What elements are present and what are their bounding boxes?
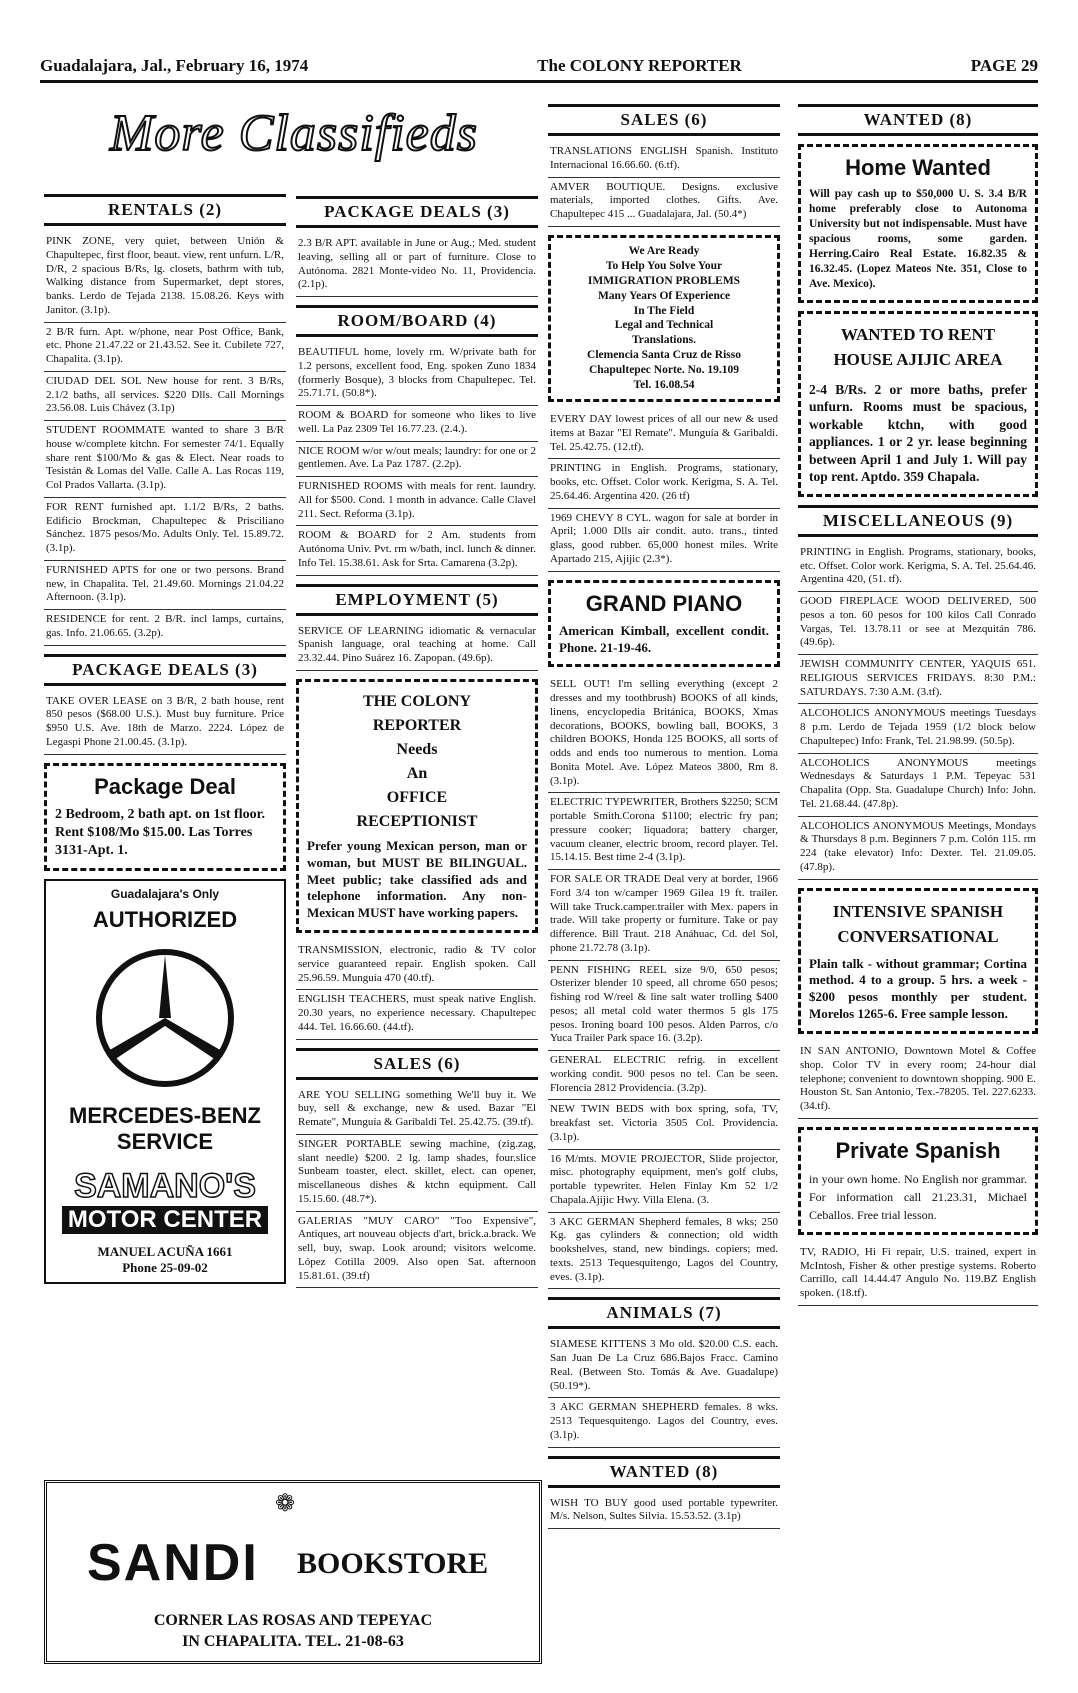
- wanted-to-rent-title-line: WANTED TO RENT: [840, 324, 996, 344]
- classified-ad: GALERIAS "MUY CARO" "Too Expensive", Antiques, art nouveau objects d'art, brick.a.brack. We sell, buy, swap. Look around; visitors welcome. López Cotilla 2009. Also open Sat. afternoon 15.81.61. (39.tf): [296, 1212, 538, 1289]
- classified-ad: ALCOHOLICS ANONYMOUS meetings Wednesdays & Saturdays 1 P.M. Tepeyac 531 Chapalita (Opp. Sta. Guadalupe Church) Info: John. Tel. 21.68.44. (47.8p).: [798, 754, 1038, 817]
- classified-ad: ENGLISH TEACHERS, must speak native English. 20.30 years, no experience necessary. Chapultepec 444. Tel. 16.66.60. (44.tf).: [296, 990, 538, 1039]
- immigration-box: [548, 235, 780, 402]
- miscellaneous-list: [798, 543, 1038, 880]
- grand-piano-box: [548, 580, 780, 668]
- classified-ad: ROOM & BOARD for 2 Am. students from Autónoma Univ. Pvt. rm w/bath, incl. lunch & dinner. Info Tel. 15.38.61. Ask for Srta. Camarena (3.2p).: [296, 526, 538, 575]
- classified-ad: ARE YOU SELLING something We'll buy it. We buy, sell & exchange, new & used. Bazar "El Remate", Munguía & Garibaldi Tel. 25.42.75. (39.tf).: [296, 1086, 538, 1135]
- column-2: [296, 188, 538, 1468]
- classified-ad: IN SAN ANTONIO, Downtown Motel & Coffee shop. Color TV in every room; 24-hour dial telephone; convenient to downtown shopping. 900 E. Houston St. San Antonio, Tex.-78205. Tel. 227.6233. (34.tf).: [798, 1042, 1038, 1119]
- private-spanish-box: [798, 1127, 1038, 1235]
- sandi-address-line-1: CORNER LAS ROSAS AND TEPEYAC: [153, 1612, 433, 1629]
- dateline: Guadalajara, Jal., February 16, 1974: [40, 56, 309, 75]
- receptionist-title: [307, 690, 527, 834]
- classified-ad: FOR RENT furnished apt. 1.1/2 B/Rs, 2 baths. Edificio Brockman, Chapultepec & Prisciliano Sánchez. 1875 pesos/Mo. Adults Only. Tel. 15.89.72. (3.1p).: [44, 498, 286, 561]
- classified-ad: CIUDAD DEL SOL New house for rent. 3 B/Rs, 2.1/2 baths, all services. $220 Dlls. Call Mornings 23.56.08. Luis Chávez (3.1p): [44, 372, 286, 421]
- classified-ad: SINGER PORTABLE sewing machine, (zig.zag, slant needle) $200. 2 lg. lamp shades, four.slice Sunbeam toaster, elect. skillet, elect. can opener, miscellaneous dishes & ktchn equipment. Call 15.15.60. (48.7*).: [296, 1135, 538, 1212]
- intensive-spanish-title: [809, 899, 1027, 950]
- immigration-line: To Help You Solve Your: [605, 259, 723, 272]
- immigration-line: In The Field: [633, 304, 695, 317]
- section-header-room-board: ROOM/BOARD (4): [296, 305, 538, 337]
- classified-ad: 16 M/mts. MOVIE PROJECTOR, Slide projector, misc. photography equipment, men's golf clubs, portable typewriter. Helen Finlay Km 52 1/2 Chapala.Ajijic Hwy. Villa Elena. (3.: [548, 1150, 780, 1213]
- classified-ad: PINK ZONE, very quiet, between Unión & Chapultepec, first floor, beaut. view, rent unfurn. L/R, D/R, 2 spacious B/Rs, lg. closets, bathrm with tub, Walking distance from Supermarket, dept stores, banks. Lerdo de Tejada 2138. 15.08.26. Keys with Janitor. (3.1p).: [44, 232, 286, 323]
- classified-ad: 1969 CHEVY 8 CYL. wagon for sale at border in April; 1.000 Dlls air condit. auto. trans., tinted glass, good rubber. 65,000 honest miles. Write Apartado 215, Ajijic (2.3*).: [548, 509, 780, 572]
- newspaper-name: The COLONY REPORTER: [537, 56, 742, 75]
- classified-ad: EVERY DAY lowest prices of all our new & used items at Bazar "El Remate". Munguía & Garibaldi. Tel. 25.42.75. (12.tf).: [548, 410, 780, 459]
- receptionist-title-line: OFFICE: [386, 788, 448, 806]
- receptionist-title-line: REPORTER: [372, 716, 462, 734]
- immigration-line: Many Years Of Experience: [597, 289, 731, 302]
- home-wanted-box: [798, 144, 1038, 303]
- mercedes-tagline: Guadalajara's Only: [110, 887, 220, 902]
- samanos-logo: SAMANO'S: [74, 1167, 256, 1206]
- classified-ad: SERVICE OF LEARNING idiomatic & vernacular Spanish language, oral teaching at home. Call 23.32.44. Pino Suárez 16. Zapopan. (49.6p).: [296, 622, 538, 671]
- classified-ad: ALCOHOLICS ANONYMOUS Meetings, Mondays & Thursdays 8 p.m. Beginners 7 p.m. Colón 115. rm 224 (take elevator) Info: Dexter. Tel. 21.09.05. (47.8p).: [798, 817, 1038, 880]
- private-spanish-title: Private Spanish: [835, 1137, 1001, 1163]
- immigration-line: IMMIGRATION PROBLEMS: [587, 274, 741, 287]
- section-header-package-deals-2: PACKAGE DEALS (3): [296, 196, 538, 228]
- receptionist-box: [296, 679, 538, 933]
- mercedes-star-icon: [90, 943, 240, 1093]
- package-deal-box: [44, 763, 286, 872]
- immigration-line: Tel. 16.08.54: [633, 379, 695, 392]
- classified-ad: GENERAL ELECTRIC refrig. in excellent working condit. 900 pesos no tel. Can be seen. Florencia 2812 Providencia. (3.2p).: [548, 1051, 780, 1100]
- section-header-animals: ANIMALS (7): [548, 1297, 780, 1329]
- wanted-to-rent-box: [798, 311, 1038, 497]
- employment-list: [296, 941, 538, 1040]
- wanted-to-rent-body: 2-4 B/Rs. 2 or more baths, prefer unfurn. Rooms must be spacious, workable ktchn, with good appliances. 1 or 2 yr. lease beginning between April 1 and July 1. Will pay top rent. Aptdo. 359 Chapala.: [809, 381, 1027, 485]
- banner-title: More Classifieds: [110, 105, 478, 162]
- receptionist-title-line: THE COLONY: [362, 692, 471, 710]
- rentals-list: [44, 232, 286, 646]
- intensive-spanish-title-line: INTENSIVE SPANISH: [832, 901, 1004, 921]
- room-board-list: [296, 343, 538, 576]
- masthead: [40, 46, 1038, 83]
- section-header-package-deals: PACKAGE DEALS (3): [44, 654, 286, 686]
- sandi-address-line-2: IN CHAPALITA. TEL. 21-08-63: [182, 1632, 404, 1650]
- flower-icon: ❁: [275, 1491, 296, 1517]
- page-number: PAGE 29: [970, 56, 1038, 75]
- mercedes-brand: MERCEDES-BENZ: [69, 1103, 261, 1129]
- sandi-logo: SANDI: [87, 1534, 259, 1592]
- sales-list-low: [548, 675, 780, 1289]
- intensive-spanish-box: [798, 888, 1038, 1035]
- immigration-text: [557, 244, 771, 393]
- intensive-spanish-title-line: CONVERSATIONAL: [837, 927, 999, 947]
- immigration-line: Translations.: [631, 334, 696, 347]
- motor-center-logo: MOTOR CENTER: [62, 1206, 268, 1234]
- classified-ad: BEAUTIFUL home, lovely rm. W/private bath for 1.2 persons, excellent food, Eng. spoken Zuno 1834 (formerly Bosque), 3 blocks from Chapultepec. Tel. 25.71.71. (50.8*).: [296, 343, 538, 406]
- classified-ad: SELL OUT! I'm selling everything (except 2 dresses and my toothbrush) BOOKS of all kinds, linens, encyclopedia Británica, BOOKS, Xmas decorations, BOOKS, bowling ball, BOOKS, 3 children BOOKS, Honda 125 BOOKS, all sorts of odds and ends too numerous to mention. Loma Bonita Motel. Ave. López Mateos 3800, Rm 8. (3.1p).: [548, 675, 780, 793]
- classified-ad: SIAMESE KITTENS 3 Mo old. $20.00 C.S. each. San Juan De La Cruz 686.Bajos Fracc. Camino Real. (Between Sto. Tomás & Ave. Guadalupe) (50.19*).: [548, 1335, 780, 1398]
- immigration-line: Legal and Technical: [614, 319, 714, 332]
- classified-ad: TV, RADIO, Hi Fi repair, U.S. trained, expert in McIntosh, Fisher & other prestige systems. Roberto Carrillo, call 14.44.47 Angulo No. 119.BZ English spoken. (18.tf).: [798, 1243, 1038, 1306]
- classified-ad: NICE ROOM w/or w/out meals; laundry: for one or 2 gentlemen. Ave. La Paz 1787. (2.2p).: [296, 442, 538, 478]
- column-3: [548, 100, 780, 1690]
- sales-list: [296, 1086, 538, 1289]
- classified-ad: 3 AKC GERMAN Shepherd females, 8 wks; 250 Kg. gas cylinders & connection; old width bookshelves, stand, new bindings. copiers; med. texts. 2513 Tequesquitengo, Lagos del Country, eves. (3.1p).: [548, 1213, 780, 1290]
- mercedes-ad: [44, 879, 286, 1284]
- mercedes-authorized: AUTHORIZED: [92, 907, 238, 933]
- classified-ad: JEWISH COMMUNITY CENTER, YAQUIS 651. RELIGIOUS SERVICES FRIDAYS. 8:30 P.M.: SATURDAYS. 7:30 A.M. (3.tf).: [798, 655, 1038, 704]
- sandi-bookstore-ad: [44, 1480, 542, 1664]
- classified-ad: ROOM & BOARD for someone who likes to live well. La Paz 2309 Tel 16.77.23. (2.4.).: [296, 406, 538, 442]
- intensive-spanish-body: Plain talk - without grammar; Cortina method. 4 to a group. 5 hrs. a week - $200 pesos monthly per student. Morelos 1265-6. Free sample lesson.: [809, 955, 1027, 1022]
- immigration-line: Chapultepec Norte. No. 19.109: [588, 364, 740, 377]
- section-header-employment: EMPLOYMENT (5): [296, 584, 538, 616]
- section-header-wanted-2: WANTED (8): [798, 104, 1038, 136]
- sales-list-mid: [548, 410, 780, 572]
- sales-list-top: [548, 142, 780, 227]
- classified-ad: WISH TO BUY good used portable typewriter. M/s. Nelson, Sultes Silvia. 15.53.52. (3.1p): [548, 1494, 780, 1530]
- section-header-rentals: RENTALS (2): [44, 194, 286, 226]
- package-deal-body: 2 Bedroom, 2 bath apt. on 1st floor. Rent $108/Mo $15.00. Las Torres 3131-Apt. 1.: [55, 806, 266, 858]
- classified-ad: GOOD FIREPLACE WOOD DELIVERED, 500 pesos a ton. 60 pesos for 100 kilos Call Conrado Vargas, Tel. 13.78.11 or see at Mezquitán 786. (49.6p).: [798, 592, 1038, 655]
- classified-ad: TRANSLATIONS ENGLISH Spanish. Instituto Internacional 16.66.60. (6.tf).: [548, 142, 780, 178]
- section-header-wanted: WANTED (8): [548, 1456, 780, 1488]
- mercedes-address: MANUEL ACUÑA 1661: [97, 1244, 233, 1260]
- home-wanted-body: Will pay cash up to $50,000 U. S. 3.4 B/R home preferably close to Autonoma University but not indispensable. Must have spacious rooms, some garden. Herring.Cairo Real Estate. 16.82.35 & 16.32.45. (Lopez Mateos Nte. 351, Close to Ave. Mexico).: [809, 188, 1027, 290]
- classified-ad: PRINTING in English. Programs, stationary, books, etc. Offset. Color work. Kerigma, S. A. Tel. 25.64.46. Argentina 420, (51. tf).: [798, 543, 1038, 592]
- mercedes-phone: Phone 25-09-02: [122, 1260, 208, 1276]
- classified-ad: NEW TWIN BEDS with box spring, sofa, TV, breakfast set. Victoria 3505 Col. Providencia. (3.1p).: [548, 1100, 780, 1149]
- section-header-sales: SALES (6): [296, 1048, 538, 1080]
- wanted-to-rent-title: [809, 322, 1027, 373]
- classified-ad: ALCOHOLICS ANONYMOUS meetings Tuesdays 8 p.m. Lerdo de Tejada 1959 (1/2 block below Chapultepec) Info: Frank, Tel. 21.98.99. (50.5p).: [798, 704, 1038, 753]
- animals-list: [548, 1335, 780, 1447]
- section-header-sales-2: SALES (6): [548, 104, 780, 136]
- mercedes-service: SERVICE: [116, 1129, 214, 1155]
- classified-ad: FOR SALE OR TRADE Deal very at border, 1966 Ford 3/4 ton w/camper 1969 Gilea 19 ft. trailer. Will take Truck.camper.trailer with Mex. papers in trade. Will take property or furniture. Take or pay difference. Bill Traut. 218 Anáhuac, Cd. del Sol, phone 21.72.78 (3.1p).: [548, 870, 780, 961]
- classified-ad: PENN FISHING REEL size 9/0, 650 pesos; Osterizer blender 10 speed, all chrome 650 pesos; fishing rod W/reel & line salt water trolling $400 pesos; all metal cold water thermos 5 gls 175 pesos. Ironing board 100 pesos. Alden Parros, c/o Yuca Trailer Park space 16. (3.2p).: [548, 961, 780, 1052]
- classified-ad: 3 AKC GERMAN SHEPHERD females. 8 wks. 2513 Tequesquitengo. Lagos del Country, eves. (3.1p).: [548, 1398, 780, 1447]
- bookstore-word: BOOKSTORE: [297, 1547, 489, 1580]
- immigration-line: Clemencia Santa Cruz de Risso: [587, 349, 741, 362]
- home-wanted-title: Home Wanted: [845, 155, 991, 180]
- column-4: [798, 100, 1038, 1690]
- classified-ad: TAKE OVER LEASE on 3 B/R, 2 bath house, rent 850 pesos ($68.00 U.S.). Must buy furniture. Price $950 U.S. Ave. 18th de Marzo. 2224. López de Legaspi Phone 21.00.45. (3.1p).: [44, 692, 286, 755]
- classified-ad: FURNISHED APTS for one or two persons. Brand new, in Chapalita. Tel. 21.49.60. Mornings 21.04.22 Afternoon. (3.1p).: [44, 561, 286, 610]
- wanted-to-rent-title-line: HOUSE AJIJIC AREA: [833, 350, 1003, 370]
- private-spanish-body: in your own home. No English nor grammar. For information call 21.23.31, Michael Ceballos. Free trial lesson.: [809, 1171, 1027, 1222]
- classified-ad: STUDENT ROOMMATE wanted to share 3 B/R house w/complete kitchn. For semester 74/1. Equally share rent $100/Mo & gas & Elect. Near roads to Tesistán & Lomas del Valle. Calle A. Las Rocas 119, Col Prados Vallarta. (3.1p).: [44, 421, 286, 498]
- sandi-address: [47, 1611, 539, 1653]
- classified-ad: RESIDENCE for rent. 2 B/R. incl lamps, curtains, gas. Info. 21.06.65. (3.2p).: [44, 610, 286, 646]
- classified-ad: FURNISHED ROOMS with meals for rent. laundry. All for $500. Cond. 1 month in advance. Calle Clavel 211. Sect. Reforma (3.1p).: [296, 477, 538, 526]
- classified-ad: ELECTRIC TYPEWRITER, Brothers $2250; SCM portable Smith.Corona $1100; electric fry pan; pressure cooker; liquadora; battery charger, vacuum cleaner, electric broom, record player. Tel. 15.14.15. Best time 2-4 (3.1p).: [548, 793, 780, 870]
- classified-ad: TRANSMISSION, electronic, radio & TV color service guaranteed repair. English spoken. Call 25.96.59. Munguía 470 (40.tf).: [296, 941, 538, 990]
- grand-piano-body: American Kimball, excellent condit. Phone. 21-19-46.: [559, 622, 769, 655]
- receptionist-title-line: An: [406, 764, 428, 782]
- package-deal-title: Package Deal: [94, 773, 236, 799]
- immigration-line: We Are Ready: [628, 244, 700, 257]
- section-header-miscellaneous: MISCELLANEOUS (9): [798, 505, 1038, 537]
- receptionist-title-line: Needs: [396, 740, 438, 758]
- classified-ad: AMVER BOUTIQUE. Designs. exclusive materials, imported clothes. Gifts. Ave. Chapultepec 415 ... Guadalajara, Jal. (50.4*): [548, 178, 780, 227]
- receptionist-title-line: RECEPTIONIST: [356, 812, 478, 830]
- classified-ad: 2 B/R furn. Apt. w/phone, near Post Office, Bank, etc. Phone 21.47.22 or 21.43.52. See it. Cubilete 727, Chapalita. (3.1p).: [44, 323, 286, 372]
- grand-piano-title: GRAND PIANO: [585, 590, 743, 616]
- receptionist-body: Prefer young Mexican person, man or woman, but MUST BE BILINGUAL. Meet public; take classified ads and telephone information. Any non-Mexican MUST have working papers.: [307, 837, 527, 921]
- classified-ad: 2.3 B/R APT. available in June or Aug.; Med. student leaving, selling all or part of furniture. Close to Autónoma. 2821 Monte-video No. 11, Providencia. (2.1p).: [296, 234, 538, 297]
- classified-ad: PRINTING in English. Programs, stationary, books, etc. Offset. Color work. Kerigma, S. A. Tel. 25.64.46. Argentina 420. (26 tf): [548, 459, 780, 508]
